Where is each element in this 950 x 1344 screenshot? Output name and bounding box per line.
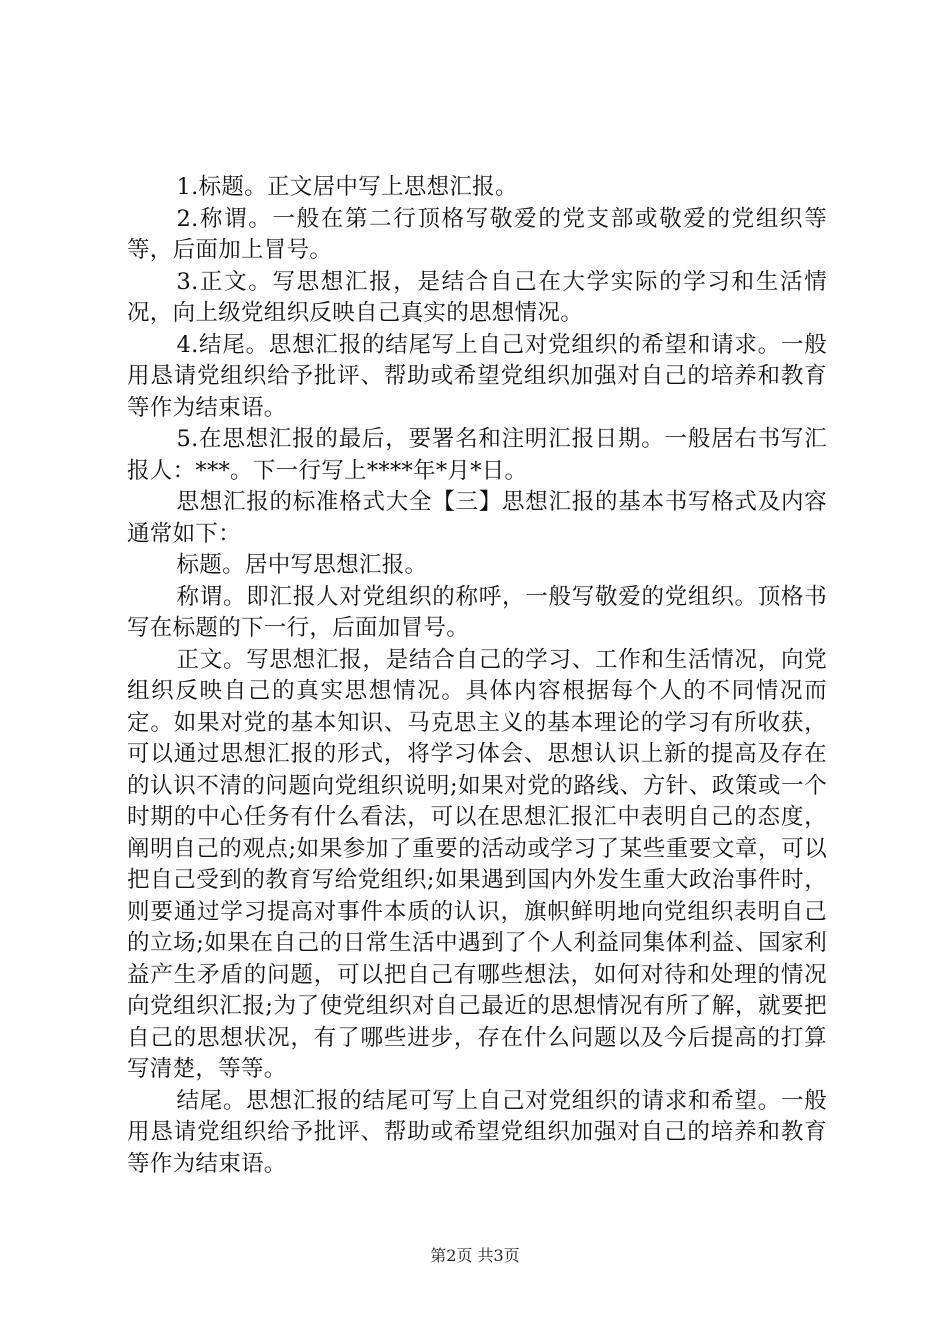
paragraph-salutation-rule: 2.称谓。一般在第二行顶格写敬爱的党支部或敬爱的党组织等等，后面加上冒号。: [127, 205, 827, 263]
page-number-footer: 第2页 共3页: [430, 1246, 520, 1265]
paragraph-salutation: 称谓。即汇报人对党组织的称呼，一般写敬爱的党组织。顶格书写在标题的下一行，后面加冒号。: [127, 583, 827, 641]
paragraph-section-three-intro: 思想汇报的标准格式大全【三】思想汇报的基本书写格式及内容通常如下：: [127, 489, 827, 547]
document-body: [127, 172, 827, 1180]
paragraph-ending-rule: 4.结尾。思想汇报的结尾写上自己对党组织的希望和请求。一般用恳请党组织给予批评、帮助或希望党组织加强对自己的培养和教育等作为结束语。: [127, 331, 827, 421]
paragraph-title-rule: 1.标题。正文居中写上思想汇报。: [176, 174, 518, 200]
paragraph-main-body: 正文。写思想汇报，是结合自己的学习、工作和生活情况，向党组织反映自己的真实思想情况。具体内容根据每个人的不同情况而定。如果对党的基本知识、马克思主义的基本理论的学习有所收获，可以通过思想汇报的形式，将学习体会、思想认识上新的提高及存在的认识不清的问题向党组织说明;如果对党的路线、方针、政策或一个时期的中心任务有什么看法，可以在思想汇报汇中表明自己的态度，阐明自己的观点;如果参加了重要的活动或学习了某些重要文章，可以把自己受到的教育写给党组织;如果遇到国内外发生重大政治事件时，则要通过学习提高对事件本质的认识，旗帜鲜明地向党组织表明自己的立场;如果在自己的日常生活中遇到了个人利益同集体利益、国家利益产生矛盾的问题，可以把自己有哪些想法，如何对待和处理的情况向党组织汇报;为了使党组织对自己最近的思想情况有所了解，就要把自己的思想状况，有了哪些进步，存在什么问题以及今后提高的打算写清楚，等等。: [127, 646, 827, 1082]
paragraph-ending: 结尾。思想汇报的结尾可写上自己对党组织的请求和希望。一般用恳请党组织给予批评、帮助或希望党组织加强对自己的培养和教育等作为结束语。: [127, 1087, 827, 1177]
paragraph-body-rule: 3.正文。写思想汇报，是结合自己在大学实际的学习和生活情况，向上级党组织反映自己真实的思想情况。: [127, 268, 827, 326]
paragraph-signature-rule: 5.在思想汇报的最后，要署名和注明汇报日期。一般居右书写汇报人：***。下一行写上****年*月*日。: [127, 426, 827, 484]
paragraph-title: 标题。居中写思想汇报。: [176, 552, 428, 578]
